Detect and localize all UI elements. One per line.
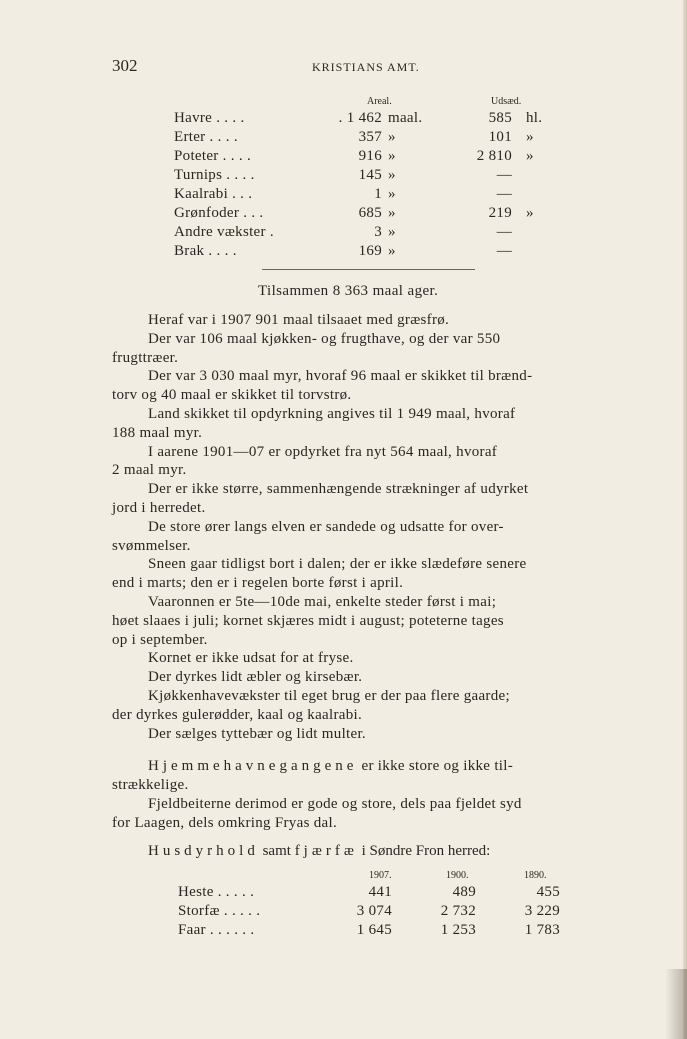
livestock-title-word: Husdyrhold	[148, 843, 259, 859]
crop-name: Kaalrabi . . .	[174, 186, 253, 202]
crop-area-unit: »	[388, 148, 396, 164]
text-line: Heraf var i 1907 901 maal tilsaaet med græsfrø.	[148, 312, 450, 328]
livestock-table	[178, 866, 598, 941]
text-line	[112, 757, 632, 776]
year-header-1890: 1890.	[524, 870, 547, 881]
animal-name: Storfæ . . . . .	[178, 903, 261, 919]
total-rule	[262, 269, 475, 270]
crop-area: 1	[374, 186, 382, 202]
text-fragment: er ikke store og ikke til-	[357, 758, 514, 775]
page-edge	[683, 0, 687, 1039]
text-line: Der sælges tyttebær og lidt multer.	[148, 725, 366, 742]
livestock-row	[178, 884, 598, 903]
crop-seed-unit: »	[526, 205, 534, 221]
crop-name: Erter . . . .	[174, 129, 238, 145]
crop-area: 357	[358, 129, 382, 145]
text-line: høet slaaes i juli; kornet skjæres midt i august; poteterne tages	[112, 612, 504, 629]
count-1907: 3 074	[356, 903, 392, 919]
crop-seed: 585	[488, 110, 512, 126]
crop-seed: —	[496, 243, 512, 259]
crop-seed-unit: »	[526, 148, 534, 164]
year-header-1907: 1907.	[369, 870, 392, 881]
crop-area-table	[174, 92, 574, 262]
crop-seed: —	[496, 186, 512, 202]
page-header	[112, 56, 574, 78]
text-line: 2 maal myr.	[112, 462, 187, 479]
text-line: for Laagen, dels omkring Fryas dal.	[112, 814, 338, 831]
count-1900: 2 732	[440, 903, 476, 919]
poultry-title-word: fjærfæ	[294, 843, 358, 859]
crop-area-unit: »	[388, 205, 396, 221]
text-line: Der dyrkes lidt æbler og kirsebær.	[148, 669, 363, 686]
text-line: svømmelser.	[112, 537, 191, 554]
text-line: torv og 40 maal er skikket til torvstrø.	[112, 387, 352, 404]
crop-seed: 101	[488, 129, 512, 145]
text-line: der dyrkes gulerødder, kaal og kaalrabi.	[112, 706, 363, 723]
text-line: Der er ikke større, sammenhængende strækninger af udyrket	[148, 481, 529, 498]
crop-name: Grønfoder . . .	[174, 205, 264, 221]
crop-area: . 1 462	[338, 110, 382, 126]
crop-name: Havre . . . .	[174, 110, 245, 126]
text-line: 188 maal myr.	[112, 424, 203, 441]
crop-area: 145	[358, 167, 382, 183]
crop-area: 916	[358, 148, 382, 164]
text-line: strækkelige.	[112, 777, 189, 794]
crop-total: Tilsammen 8 363 maal ager.	[258, 283, 439, 299]
crop-row	[174, 148, 574, 167]
body-text	[112, 311, 632, 833]
crop-row	[174, 224, 574, 243]
livestock-table-header	[178, 866, 598, 884]
livestock-title-mid: samt	[258, 843, 295, 859]
animal-name: Heste . . . . .	[178, 884, 255, 900]
count-1907: 1 645	[356, 922, 392, 938]
text-line: Der var 3 030 maal myr, hvoraf 96 maal er skikket til brænd-	[148, 368, 533, 385]
text-line: end i marts; den er i regelen borte først i april.	[112, 575, 404, 592]
spaced-heading-word: Hjemmehavnegangene	[148, 758, 358, 775]
crop-name: Andre vækster .	[174, 224, 274, 240]
crop-area: 3	[374, 224, 382, 240]
count-1900: 489	[452, 884, 476, 900]
crop-area-unit: »	[388, 129, 396, 145]
livestock-row	[178, 903, 598, 922]
crop-row	[174, 110, 574, 129]
crop-row	[174, 186, 574, 205]
column-header-seed: Udsæd.	[491, 96, 522, 107]
text-line: op i september.	[112, 631, 208, 648]
count-1890: 3 229	[524, 903, 560, 919]
crop-area: 169	[358, 243, 382, 259]
crop-area: 685	[358, 205, 382, 221]
crop-seed: 2 810	[476, 148, 512, 164]
crop-row	[174, 243, 574, 262]
crop-name: Brak . . . .	[174, 243, 237, 259]
crop-area-unit: »	[388, 186, 396, 202]
text-line: jord i herredet.	[112, 499, 206, 516]
text-line: Land skikket til opdyrkning angives til 1 949 maal, hvoraf	[148, 405, 516, 422]
crop-area-unit: »	[388, 224, 396, 240]
crop-seed: —	[496, 167, 512, 183]
crop-seed: 219	[488, 205, 512, 221]
crop-seed-unit: »	[526, 129, 534, 145]
year-header-1900: 1900.	[446, 870, 469, 881]
crop-name: Poteter . . . .	[174, 148, 251, 164]
text-line: Fjeldbeiterne derimod er gode og store, dels paa fjeldet syd	[148, 795, 522, 812]
text-line: De store ører langs elven er sandede og udsatte for over-	[148, 518, 504, 535]
text-line: Vaaronnen er 5te—10de mai, enkelte steder først i mai;	[148, 593, 497, 610]
livestock-table-body	[178, 884, 598, 941]
crop-area-unit: »	[388, 167, 396, 183]
livestock-table-title	[148, 843, 490, 860]
crop-table-body	[174, 110, 574, 262]
text-line: Kjøkkenhavevækster til eget brug er der paa flere gaarde;	[148, 687, 510, 704]
text-line: Kornet er ikke udsat for at fryse.	[148, 650, 354, 667]
text-line: Sneen gaar tidligst bort i dalen; der er ikke slædeføre senere	[148, 556, 527, 573]
count-1907: 441	[368, 884, 392, 900]
text-line: Der var 106 maal kjøkken- og frugthave, og der var 550	[148, 330, 501, 347]
crop-row	[174, 167, 574, 186]
crop-area-unit: »	[388, 243, 396, 259]
crop-name: Turnips . . . .	[174, 167, 255, 183]
count-1890: 1 783	[524, 922, 560, 938]
column-header-area: Areal.	[367, 96, 392, 107]
crop-table-header	[174, 92, 574, 110]
page-number: 302	[112, 56, 138, 75]
text-line: frugttræer.	[112, 349, 179, 366]
animal-name: Faar . . . . . .	[178, 922, 255, 938]
count-1890: 455	[536, 884, 560, 900]
running-title: KRISTIANS AMT.	[312, 60, 420, 74]
crop-row	[174, 205, 574, 224]
count-1900: 1 253	[440, 922, 476, 938]
livestock-row	[178, 922, 598, 941]
text-line: I aarene 1901—07 er opdyrket fra nyt 564 maal, hvoraf	[148, 443, 498, 460]
livestock-title-rest: i Søndre Fron herred:	[357, 843, 491, 859]
page-corner-shadow	[665, 969, 687, 1039]
crop-seed-unit: hl.	[526, 110, 543, 126]
crop-seed: —	[496, 224, 512, 240]
crop-row	[174, 129, 574, 148]
crop-area-unit: maal.	[388, 110, 423, 126]
